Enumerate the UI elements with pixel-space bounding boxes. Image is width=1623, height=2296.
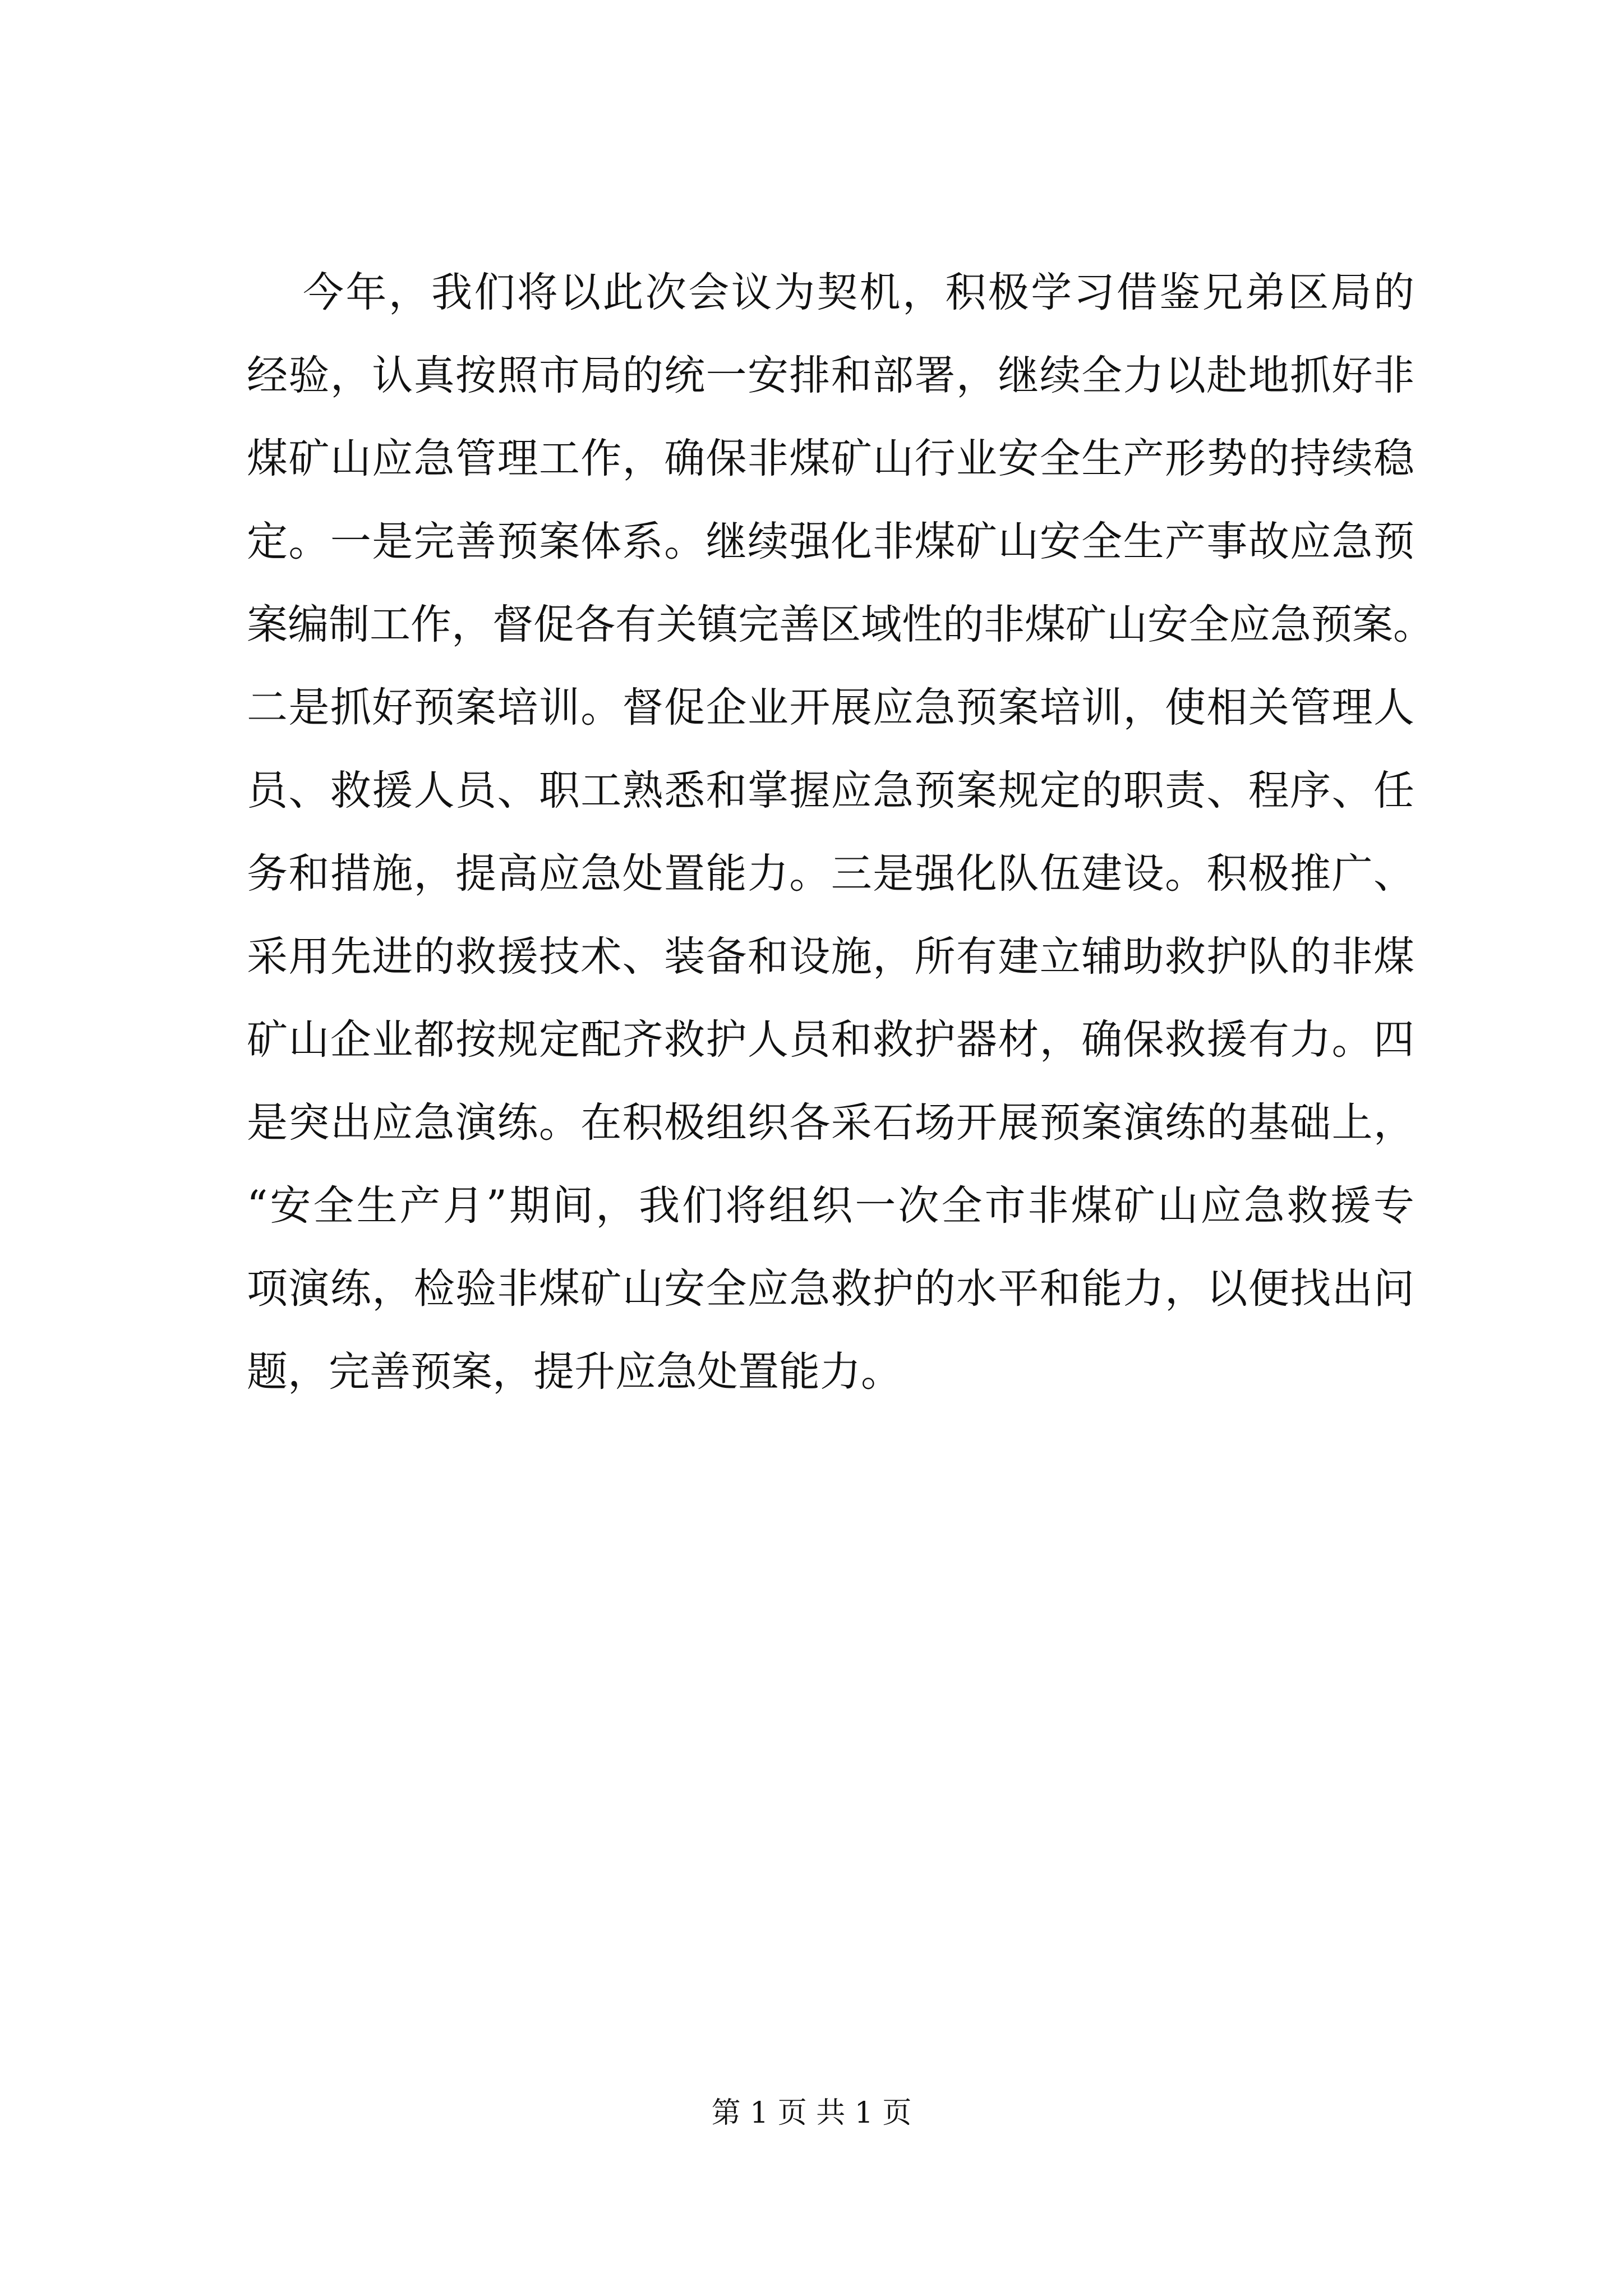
paragraph-line: “ 安 全 生 产 月 ” 期 间 ， 我 们 将 组 织 一 次 全 市 非 煤 矿 山 应 急 救 援 专 <box>247 1182 1414 1230</box>
paragraph-line: 经 验 ， 认 真 按 照 市 局 的 统 一 安 排 和 部 署 ， 继 续 全 力 以 赴 地 抓 好 非 <box>247 352 1414 399</box>
paragraph-line: 案 编 制 工 作 ， 督 促 各 有 关 镇 完 善 区 域 性 的 非 煤 矿 山 安 全 应 急 预 案 。 <box>247 601 1434 648</box>
paragraph-line: 定 。 一 是 完 善 预 案 体 系 。 继 续 强 化 非 煤 矿 山 安 全 生 产 事 故 应 急 预 <box>247 518 1414 565</box>
paragraph-line: 二 是 抓 好 预 案 培 训 。 督 促 企 业 开 展 应 急 预 案 培 训 ， 使 相 关 管 理 人 <box>247 684 1414 731</box>
paragraph-line: 煤 矿 山 应 急 管 理 工 作 ， 确 保 非 煤 矿 山 行 业 安 全 生 产 形 势 的 持 续 稳 <box>247 435 1414 482</box>
paragraph-line: 题 ， 完 善 预 案 ， 提 升 应 急 处 置 能 力 。 <box>247 1348 902 1396</box>
paragraph-line: 矿 山 企 业 都 按 规 定 配 齐 救 护 人 员 和 救 护 器 材 ， 确 保 救 援 有 力 。 四 <box>247 1016 1414 1064</box>
paragraph-line: 员 、 救 援 人 员 、 职 工 熟 悉 和 掌 握 应 急 预 案 规 定 的 职 责 、 程 序 、 任 <box>247 767 1414 815</box>
paragraph-line: 今 年 ， 我 们 将 以 此 次 会 议 为 契 机 ， 积 极 学 习 借 鉴 兄 弟 区 局 的 <box>303 269 1414 316</box>
page-footer: 第 1 页 共 1 页 <box>711 2096 912 2130</box>
paragraph-line: 是 突 出 应 急 演 练 。 在 积 极 组 织 各 采 石 场 开 展 预 案 演 练 的 基 础 上 ， <box>247 1099 1414 1147</box>
paragraph-line: 项 演 练 ， 检 验 非 煤 矿 山 安 全 应 急 救 护 的 水 平 和 能 力 ， 以 便 找 出 问 <box>247 1265 1414 1313</box>
paragraph-line: 采 用 先 进 的 救 援 技 术 、 装 备 和 设 施 ， 所 有 建 立 辅 助 救 护 队 的 非 煤 <box>247 933 1414 981</box>
paragraph-line: 务 和 措 施 ， 提 高 应 急 处 置 能 力 。 三 是 强 化 队 伍 建 设 。 积 极 推 广 、 <box>247 850 1414 898</box>
